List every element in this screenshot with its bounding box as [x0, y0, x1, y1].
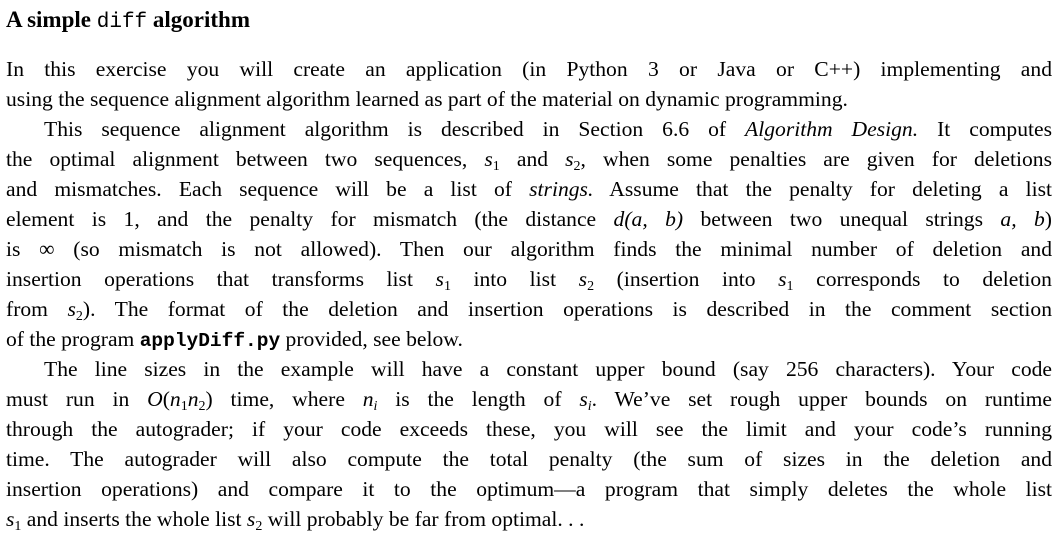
text-run: and inserts the whole list: [21, 507, 247, 531]
math-var: n: [187, 387, 199, 411]
text-line: insertion operations) and compare it to the optimum—a program that simply deletes the whole list: [6, 477, 1052, 501]
text-run: provided, see below.: [280, 327, 463, 351]
math-sub: 2: [198, 399, 206, 414]
math-var: s: [484, 147, 493, 171]
math-s2: [67, 297, 83, 324]
math-sub: 1: [14, 519, 22, 534]
text-line: [6, 204, 1052, 234]
math-sub: 1: [786, 279, 794, 294]
math-var: n: [169, 387, 181, 411]
text-line: [6, 264, 1052, 294]
text-run: ): [1044, 207, 1052, 231]
text-run: time, where: [212, 387, 363, 411]
text-line: is ∞ (so mismatch is not allowed). Then our algorithm finds the minimal number of deletion and: [6, 237, 1052, 261]
text-line: [6, 114, 1052, 144]
document: [6, 0, 1052, 534]
text-line: [6, 294, 1052, 324]
text-run: , when some penalties are given for deletions: [580, 147, 1052, 171]
text-run: and: [499, 147, 566, 171]
title-code-diff: diff: [96, 11, 148, 34]
math-s1: [484, 147, 500, 174]
paragraph-requirements: [6, 354, 1052, 534]
math-var: s: [6, 507, 15, 531]
title-suffix: algorithm: [147, 7, 251, 32]
text-line: through the autograder; if your code exceeds these, you will see the limit and your code’s running: [6, 417, 1052, 441]
text-line: [6, 144, 1052, 174]
text-line: In this exercise you will create an application (in Python 3 or Java or C++) implementing and: [6, 57, 1052, 81]
text-run: Assume that the penalty for deleting a list: [593, 177, 1052, 201]
text-run: This sequence alignment algorithm is described in Section 6.6 of: [44, 117, 746, 141]
math-var: s: [565, 147, 574, 171]
math-var: s: [578, 267, 588, 291]
text-run: will probably be far from optimal. . .: [262, 507, 585, 531]
math-sub: i: [373, 399, 378, 414]
math-sub: 1: [443, 279, 451, 294]
code-filename: applyDiff.py: [139, 330, 281, 352]
math-si: [579, 387, 592, 414]
math-sub: 1: [492, 159, 500, 174]
text-run: between two unequal strings: [683, 207, 1001, 231]
math-s2: [246, 507, 263, 534]
math-var: n: [362, 387, 374, 411]
math-s1: [6, 507, 22, 534]
math-ab: a, b: [1000, 207, 1045, 231]
math-var: s: [435, 267, 444, 291]
math-sub: 2: [75, 309, 83, 324]
text-run: corresponds to deletion: [793, 267, 1052, 291]
text-run: is the length of: [377, 387, 580, 411]
text-line: The line sizes in the example will have a constant upper bound (say 256 characters). Your code: [44, 357, 1052, 381]
text-run: (insertion into: [594, 267, 779, 291]
math-sub: 2: [573, 159, 581, 174]
math-complexity: [147, 387, 213, 414]
text-run: must run in: [6, 387, 148, 411]
math-paren: ): [205, 387, 213, 411]
math-s1: [435, 267, 451, 294]
text-run: from: [6, 297, 68, 321]
math-paren: (: [162, 387, 170, 411]
book-title: Algorithm Design.: [745, 117, 919, 141]
text-run: of the program: [6, 327, 140, 351]
title-gap: [6, 40, 1052, 54]
text-line: time. The autograder will also compute the total penalty (the sum of sizes in the deletion and: [6, 447, 1052, 471]
math-distance: d(a, b): [613, 207, 684, 231]
math-sub: 2: [255, 519, 263, 534]
math-var: s: [778, 267, 787, 291]
text-line: [6, 384, 1052, 414]
paragraph-intro: [6, 54, 1052, 114]
math-sub: 1: [180, 399, 188, 414]
math-var: s: [246, 507, 256, 531]
text-run: . We’ve set rough upper bounds on runtime: [591, 387, 1052, 411]
math-ni: [362, 387, 378, 414]
math-sub: i: [587, 399, 592, 414]
text-run: ). The format of the deletion and insertion operations is described in the comment section: [82, 297, 1052, 321]
math-s2: [565, 147, 581, 174]
text-run: the optimal alignment between two sequences,: [6, 147, 485, 171]
title-prefix: A simple: [6, 7, 97, 32]
section-title: [6, 0, 1052, 40]
math-s2: [578, 267, 595, 294]
text-run: and mismatches. Each sequence will be a list of: [6, 177, 530, 201]
paragraph-algorithm: [6, 114, 1052, 354]
text-line: using the sequence alignment algorithm learned as part of the material on dynamic programming.: [6, 87, 848, 111]
math-var: s: [67, 297, 76, 321]
text-line: [6, 174, 1052, 204]
text-run: insertion operations that transforms list: [6, 267, 436, 291]
text-run: into list: [450, 267, 579, 291]
math-var: O: [147, 387, 163, 411]
text-run: element is 1, and the penalty for mismatch (the distance: [6, 207, 614, 231]
emphasis-strings: strings.: [529, 177, 594, 201]
math-s1: [778, 267, 794, 294]
math-sub: 2: [587, 279, 595, 294]
text-run: It computes: [918, 117, 1052, 141]
math-var: s: [579, 387, 588, 411]
text-line: [6, 324, 1052, 354]
text-line: [6, 504, 1052, 534]
